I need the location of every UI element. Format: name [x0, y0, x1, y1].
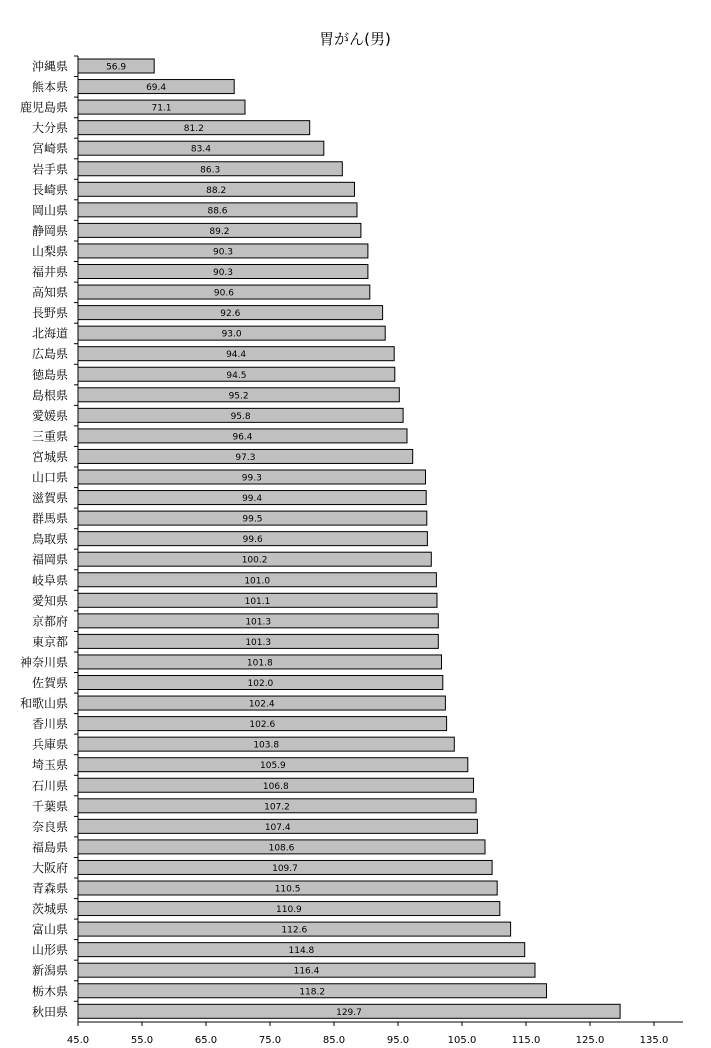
data-label: 101.3	[245, 617, 272, 628]
category-label: 滋賀県	[31, 491, 68, 506]
data-label: 96.4	[232, 432, 253, 443]
category-label: 岩手県	[31, 162, 68, 177]
category-label: 佐賀県	[31, 676, 68, 690]
data-label: 71.1	[151, 103, 172, 114]
data-label: 107.4	[264, 822, 291, 833]
chart-title: 胃がん(男)	[319, 30, 391, 48]
category-label: 大分県	[31, 121, 68, 136]
category-label: 静岡県	[31, 223, 68, 238]
category-label: 富山県	[31, 922, 68, 937]
category-labels	[20, 59, 68, 1019]
data-label: 116.4	[293, 966, 320, 977]
x-tick-label: 105.0	[447, 1035, 477, 1046]
x-tick-label: 115.0	[511, 1035, 541, 1046]
category-label: 福岡県	[31, 552, 68, 567]
category-label: 愛知県	[31, 593, 68, 608]
category-label: 広島県	[31, 347, 68, 362]
data-label: 90.3	[212, 247, 234, 258]
data-label: 88.6	[207, 206, 228, 217]
category-label: 奈良県	[31, 819, 68, 834]
data-label: 81.2	[183, 124, 204, 135]
category-label: 神奈川県	[19, 655, 68, 670]
data-label: 86.3	[200, 165, 221, 176]
category-label: 福島県	[31, 840, 68, 855]
data-label: 109.7	[272, 863, 298, 874]
category-label: 和歌山県	[19, 696, 68, 711]
data-label: 97.3	[235, 452, 256, 463]
data-label: 90.6	[213, 288, 234, 299]
category-label: 鳥取県	[31, 532, 68, 547]
category-label: 山形県	[31, 943, 68, 958]
data-label: 69.4	[146, 83, 167, 94]
data-label: 101.1	[244, 596, 271, 607]
data-label: 101.3	[245, 637, 272, 648]
x-tick-label: 95.0	[386, 1035, 410, 1046]
x-tick-labels	[67, 1035, 668, 1046]
x-tick-label: 45.0	[66, 1035, 90, 1046]
category-label: 長野県	[31, 306, 68, 321]
data-label: 99.3	[241, 473, 262, 484]
data-label: 105.9	[260, 761, 286, 772]
category-label: 鹿児島県	[19, 100, 68, 115]
data-label: 88.2	[206, 185, 227, 196]
data-label: 108.6	[268, 843, 295, 854]
data-label: 94.5	[226, 370, 247, 381]
category-label: 群馬県	[31, 511, 68, 526]
category-label: 沖縄県	[31, 59, 68, 74]
category-label: 岐阜県	[31, 573, 68, 588]
data-label: 129.7	[336, 1007, 362, 1018]
category-label: 青森県	[31, 881, 68, 896]
category-label: 東京都	[31, 634, 68, 649]
category-label: 山口県	[31, 470, 68, 485]
category-label: 三重県	[31, 429, 68, 444]
category-label: 徳島県	[31, 367, 68, 382]
category-label: 香川県	[31, 717, 68, 732]
data-label: 114.8	[288, 946, 315, 957]
category-label: 宮崎県	[31, 141, 68, 156]
x-tick-label: 55.0	[130, 1035, 154, 1046]
category-label: 京都府	[31, 614, 68, 629]
category-label: 熊本県	[31, 80, 68, 95]
data-label: 90.3	[212, 268, 234, 278]
data-label: 110.5	[274, 884, 301, 895]
category-label: 島根県	[31, 388, 68, 403]
category-label: 長崎県	[31, 182, 68, 197]
category-label: 新潟県	[31, 963, 68, 978]
data-label: 100.2	[241, 555, 268, 566]
data-label: 95.2	[228, 391, 249, 402]
x-tick-label: 85.0	[322, 1035, 346, 1046]
data-label: 107.2	[264, 802, 290, 813]
x-tick-label: 135.0	[639, 1035, 669, 1046]
data-label: 102.0	[247, 679, 274, 689]
category-label: 栃木県	[31, 984, 68, 999]
category-label: 高知県	[31, 285, 68, 300]
x-tick-label: 125.0	[575, 1035, 605, 1046]
data-label: 89.2	[209, 226, 230, 237]
data-label: 92.6	[220, 309, 241, 320]
category-label: 北海道	[31, 326, 68, 341]
data-label: 102.4	[248, 699, 275, 710]
data-label: 118.2	[299, 987, 326, 998]
bars-group	[78, 59, 620, 1018]
category-label: 秋田県	[31, 1004, 68, 1019]
data-label: 103.8	[253, 740, 280, 751]
data-label: 99.5	[242, 514, 263, 525]
data-label: 94.4	[226, 350, 247, 361]
data-label: 112.6	[281, 925, 308, 936]
category-label: 山梨県	[31, 244, 68, 259]
data-label: 83.4	[190, 144, 211, 155]
x-tick-label: 75.0	[258, 1035, 282, 1046]
data-label: 106.8	[262, 781, 289, 792]
data-label: 99.6	[242, 535, 263, 546]
x-tick-label: 65.0	[194, 1035, 218, 1046]
category-label: 宮城県	[31, 449, 68, 464]
category-label: 愛媛県	[31, 408, 68, 423]
category-label: 兵庫県	[31, 737, 68, 752]
category-label: 埼玉県	[31, 758, 68, 773]
category-label: 茨城県	[31, 902, 68, 917]
data-label: 93.0	[221, 329, 242, 340]
data-label: 56.9	[106, 62, 127, 73]
category-label: 福井県	[31, 265, 68, 279]
category-label: 岡山県	[31, 203, 68, 218]
category-label: 大阪府	[31, 860, 68, 875]
data-label: 101.8	[246, 658, 273, 669]
data-label: 102.6	[249, 720, 276, 731]
category-label: 石川県	[31, 778, 68, 793]
data-label: 99.4	[242, 494, 263, 505]
category-label: 千葉県	[31, 799, 68, 814]
data-label: 101.0	[244, 576, 271, 587]
data-label: 110.9	[276, 905, 302, 916]
data-label: 95.8	[230, 411, 251, 422]
